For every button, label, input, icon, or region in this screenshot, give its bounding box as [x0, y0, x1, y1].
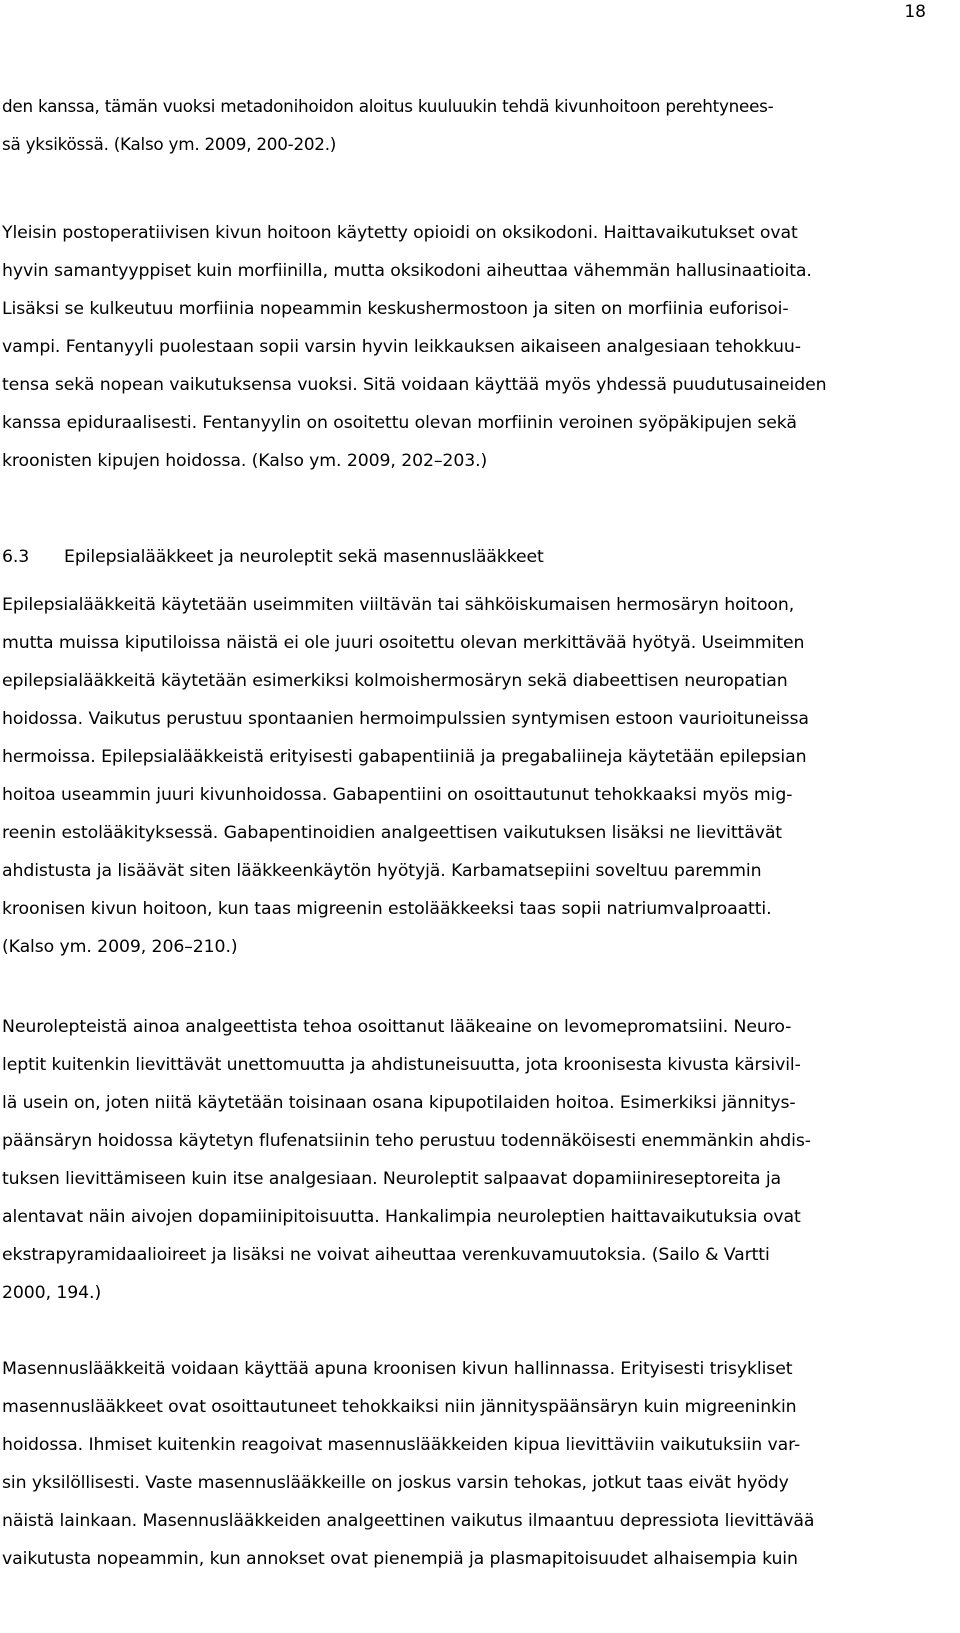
section-heading — [2, 542, 544, 572]
page-number: 18 — [904, 2, 926, 22]
section-title: Epilepsialääkkeet ja neuroleptit sekä masennuslääkkeet — [64, 547, 544, 567]
paragraph-oxycodone-fentanyl: Yleisin postoperatiivisen kivun hoitoon käytetty opioidi on oksikodoni. Haittavaikutukset ovat hyvin samantyyppiset kuin morfiinilla, mutta oksikodoni aiheuttaa vähemmän hallusinaatioita. Lisäksi se kulkeutuu morfiinia nopeammin keskushermostoon ja siten on morfiinia euforisoi- vampi. Fentanyyli puolestaan sopii varsin hyvin leikkauksen aikaiseen analgesiaan tehokkuu- tensa sekä nopean vaikutuksensa vuoksi. Sitä voidaan käyttää myös yhdessä puudutusaineiden kanssa epiduraalisesti. Fentanyylin on osoitettu olevan morfiinin veroinen syöpäkipujen sekä kroonisten kipujen hoidossa. (Kalso ym. 2009, 202–203.) — [2, 223, 827, 471]
section-number: 6.3 — [2, 547, 30, 567]
paragraph-antidepressants: Masennuslääkkeitä voidaan käyttää apuna kroonisen kivun hallinnassa. Erityisesti trisykliset masennuslääkkeet ovat osoittautuneet tehokkaiksi niin jännityspäänsäryn kuin migreeninkin hoidossa. Ihmiset kuitenkin reagoivat masennuslääkkeiden kipua lievittäviin vaikutuksiin var- sin yksilöllisesti. Vaste masennuslääkkeille on joskus varsin tehokas, jotkut taas eivät hyödy näistä lainkaan. Masennuslääkkeiden analgeettinen vaikutus ilmaantuu depressiota lievittävää vaikutusta nopeammin, kun annokset ovat pienempiä ja plasmapitoisuudet alhaisempia kuin — [2, 1359, 815, 1569]
paragraph-metadone: den kanssa, tämän vuoksi metadonihoidon aloitus kuuluukin tehdä kivunhoitoon perehtynees- sä yksikössä. (Kalso ym. 2009, 200-202.) — [2, 96, 774, 154]
paragraph-neuroleptics: Neurolepteistä ainoa analgeettista tehoa osoittanut lääkeaine on levomepromatsiini. Neuro- leptit kuitenkin lievittävät unettomuutta ja ahdistuneisuutta, jota kroonisesta kivusta kärsivil- lä usein on, joten niitä käytetään toisinaan osana kipupotilaiden hoitoa. Esimerkiksi jännitys- päänsäryn hoidossa käytetyn flufenatsiinin teho perustuu todennäköisesti enemmänkin ahdis- tuksen lievittämiseen kuin itse analgesiaan. Neuroleptit salpaavat dopamiinireseptoreita ja alentavat näin aivojen dopamiinipitoisuutta. Hankalimpia neuroleptien haittavaikutuksia ovat ekstrapyramidaalioireet ja lisäksi ne voivat aiheuttaa verenkuvamuutoksia. (Sailo & Vartti 2000, 194.) — [2, 1017, 811, 1303]
paragraph-epilepsy-drugs: Epilepsialääkkeitä käytetään useimmiten viiltävän tai sähköiskumaisen hermosäryn hoitoon, mutta muissa kiputiloissa näistä ei ole juuri osoitettu olevan merkittävää hyötyä. Useimmiten epilepsialääkkeitä käytetään esimerkiksi kolmoishermosäryn sekä diabeettisen neuropatian hoidossa. Vaikutus perustuu spontaanien hermoimpulssien syntymisen estoon vaurioituneissa hermoissa. Epilepsialääkkeistä erityisesti gabapentiiniä ja pregabaliineja käytetään epilepsian hoitoa useammin juuri kivunhoidossa. Gabapentiini on osoittautunut tehokkaaksi myös mig- reenin estolääkityksessä. Gabapentinoidien analgeettisen vaikutuksen lisäksi ne lievittävät ahdistusta ja lisäävät siten lääkkeenkäytön hyötyjä. Karbamatsepiini soveltuu paremmin kroonisen kivun hoitoon, kun taas migreenin estolääkkeeksi taas sopii natriumvalproaatti. (Kalso ym. 2009, 206–210.) — [2, 595, 809, 957]
